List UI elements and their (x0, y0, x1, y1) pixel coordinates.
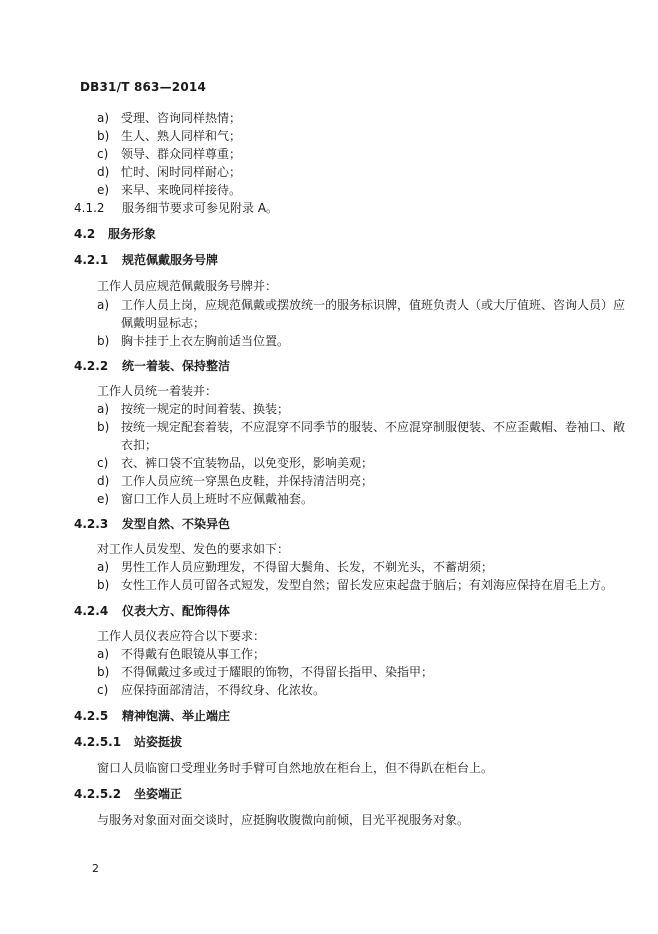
list-item: c) 领导、群众同样尊重； (97, 147, 242, 161)
clause-4-1-2: 4.1.2 服务细节要求可参见附录 A。 (74, 201, 279, 215)
intro-text: 对工作人员发型、发色的要求如下： (97, 542, 290, 556)
section-heading: 4.2 服务形象 (74, 227, 157, 241)
list-item: b) 生人、熟人同样和气； (97, 129, 242, 143)
list-item: b) 不得佩戴过多或过于耀眼的饰物，不得留长指甲、染指甲； (97, 665, 434, 679)
list-item: b) 胸卡挂于上衣左胸前适当位置。 (97, 334, 290, 348)
list-item: a) 工作人员上岗，应规范佩戴或摆放统一的服务标识牌，值班负责人（或大厅值班、咨询人员）应 (97, 298, 626, 312)
list-item: a) 男性工作人员应勤理发，不得留大鬓角、长发，不剃光头，不蓄胡须； (97, 560, 494, 574)
intro-text: 工作人员仪表应符合以下要求： (97, 629, 266, 643)
clause-heading: 4.2.1 规范佩戴服务号牌 (74, 253, 219, 267)
intro-text: 工作人员统一着装并： (97, 384, 218, 398)
list-item: a) 不得戴有色眼镜从事工作； (97, 647, 266, 661)
standard-code: DB31/T 863—2014 (80, 80, 206, 94)
list-item: d) 工作人员应统一穿黑色皮鞋，并保持清洁明亮； (97, 474, 374, 488)
page-number: 2 (92, 862, 99, 875)
list-item: b) 女性工作人员可留各式短发，发型自然；留长发应束起盘于脑后；有刘海应保持在眉毛上方。 (97, 578, 614, 592)
list-item-continuation: 佩戴明显标志； (121, 316, 206, 330)
list-item: c) 衣、裤口袋不宜装物品，以免变形，影响美观； (97, 456, 374, 470)
list-item: a) 按统一规定的时间着装、换装； (97, 402, 290, 416)
list-item-continuation: 衣扣； (121, 438, 158, 452)
clause-heading: 4.2.3 发型自然、不染异色 (74, 517, 231, 531)
list-item: a) 受理、咨询同样热情； (97, 111, 242, 125)
body-text: 与服务对象面对面交谈时，应挺胸收腹微向前倾，目光平视服务对象。 (97, 813, 470, 827)
list-item: e) 窗口工作人员上班时不应佩戴袖套。 (97, 492, 314, 506)
list-item: b) 按统一规定配套着装，不应混穿不同季节的服装、不应混穿制服便装、不应歪戴帽、卷袖口、敞 (97, 420, 626, 434)
clause-heading: 4.2.2 统一着装、保持整洁 (74, 359, 231, 373)
subclause-heading: 4.2.5.1 站姿挺拔 (74, 735, 183, 749)
body-text: 窗口人员临窗口受理业务时手臂可自然地放在柜台上，但不得趴在柜台上。 (97, 761, 494, 775)
intro-text: 工作人员应规范佩戴服务号牌并： (97, 279, 278, 293)
subclause-heading: 4.2.5.2 坐姿端正 (74, 787, 183, 801)
clause-heading: 4.2.5 精神饱满、举止端庄 (74, 709, 231, 723)
list-item: d) 忙时、闲时同样耐心； (97, 165, 242, 179)
clause-heading: 4.2.4 仪表大方、配饰得体 (74, 604, 231, 618)
list-item: e) 来早、来晚同样接待。 (97, 183, 242, 197)
list-item: c) 应保持面部清洁，不得纹身、化浓妆。 (97, 683, 326, 697)
